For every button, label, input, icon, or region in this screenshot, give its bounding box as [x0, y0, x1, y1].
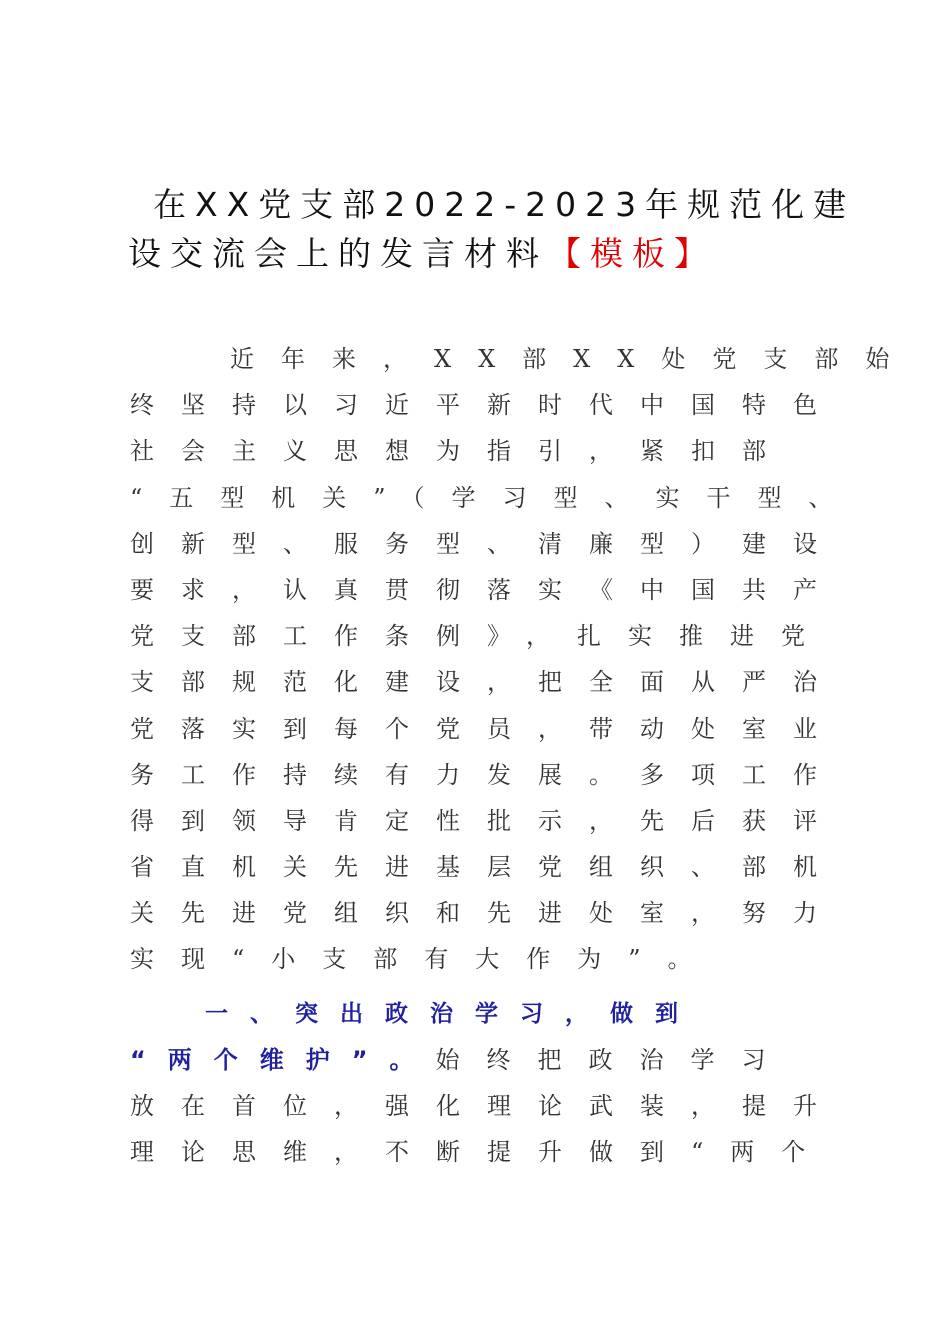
paragraph-line: “五型机关”（学习型、实干型、 [130, 483, 860, 512]
paragraph-line: 实现“小支部有大作为”。 [130, 945, 719, 974]
paragraph-line: 近年来，XX部XX处党支部始 [230, 345, 917, 373]
paragraph-line: 得到领导肯定性批示，先后获评 [130, 806, 844, 835]
document-body [130, 336, 917, 1175]
title-line-2 [128, 229, 828, 278]
paragraph-line: 关先进党组织和先进处室，努力 [130, 899, 844, 928]
template-tag: 【模板】 [548, 234, 716, 273]
section-text: 始终把政治学习 [435, 1045, 793, 1074]
paragraph-line: 支部规范化建设，把全面从严治 [130, 668, 844, 697]
section-heading-continued: “两个维护”。 [130, 1045, 436, 1074]
paragraph-line: 党支部工作条例》，扎实推进党 [130, 622, 832, 651]
paragraph-line: 社会主义思想为指引，紧扣部 [130, 437, 793, 466]
paragraph-line: 要求，认真贯彻落实《中国共产 [130, 575, 844, 604]
paragraph-spacer [130, 983, 850, 991]
section-line [130, 1037, 850, 1083]
title-line-2-text: 设交流会上的发言材料 [128, 234, 548, 273]
document-title [128, 180, 856, 278]
section-heading: 一、突出政治学习，做到 [205, 1000, 700, 1027]
section-line: 理论思维，不断提升做到“两个 [130, 1138, 833, 1167]
section-line: 放在首位，强化理论武装，提升 [130, 1092, 844, 1120]
paragraph-line: 创新型、服务型、清廉型）建设 [130, 529, 844, 558]
title-line-1: 在XX党支部2022-2023年规范化建 [153, 185, 856, 224]
paragraph-line: 终坚持以习近平新时代中国特色 [130, 391, 844, 420]
paragraph-line: 务工作持续有力发展。多项工作 [130, 760, 844, 789]
paragraph-line: 省直机关先进基层党组织、部机 [130, 853, 844, 882]
paragraph-line: 党落实到每个党员，带动处室业 [130, 714, 844, 743]
